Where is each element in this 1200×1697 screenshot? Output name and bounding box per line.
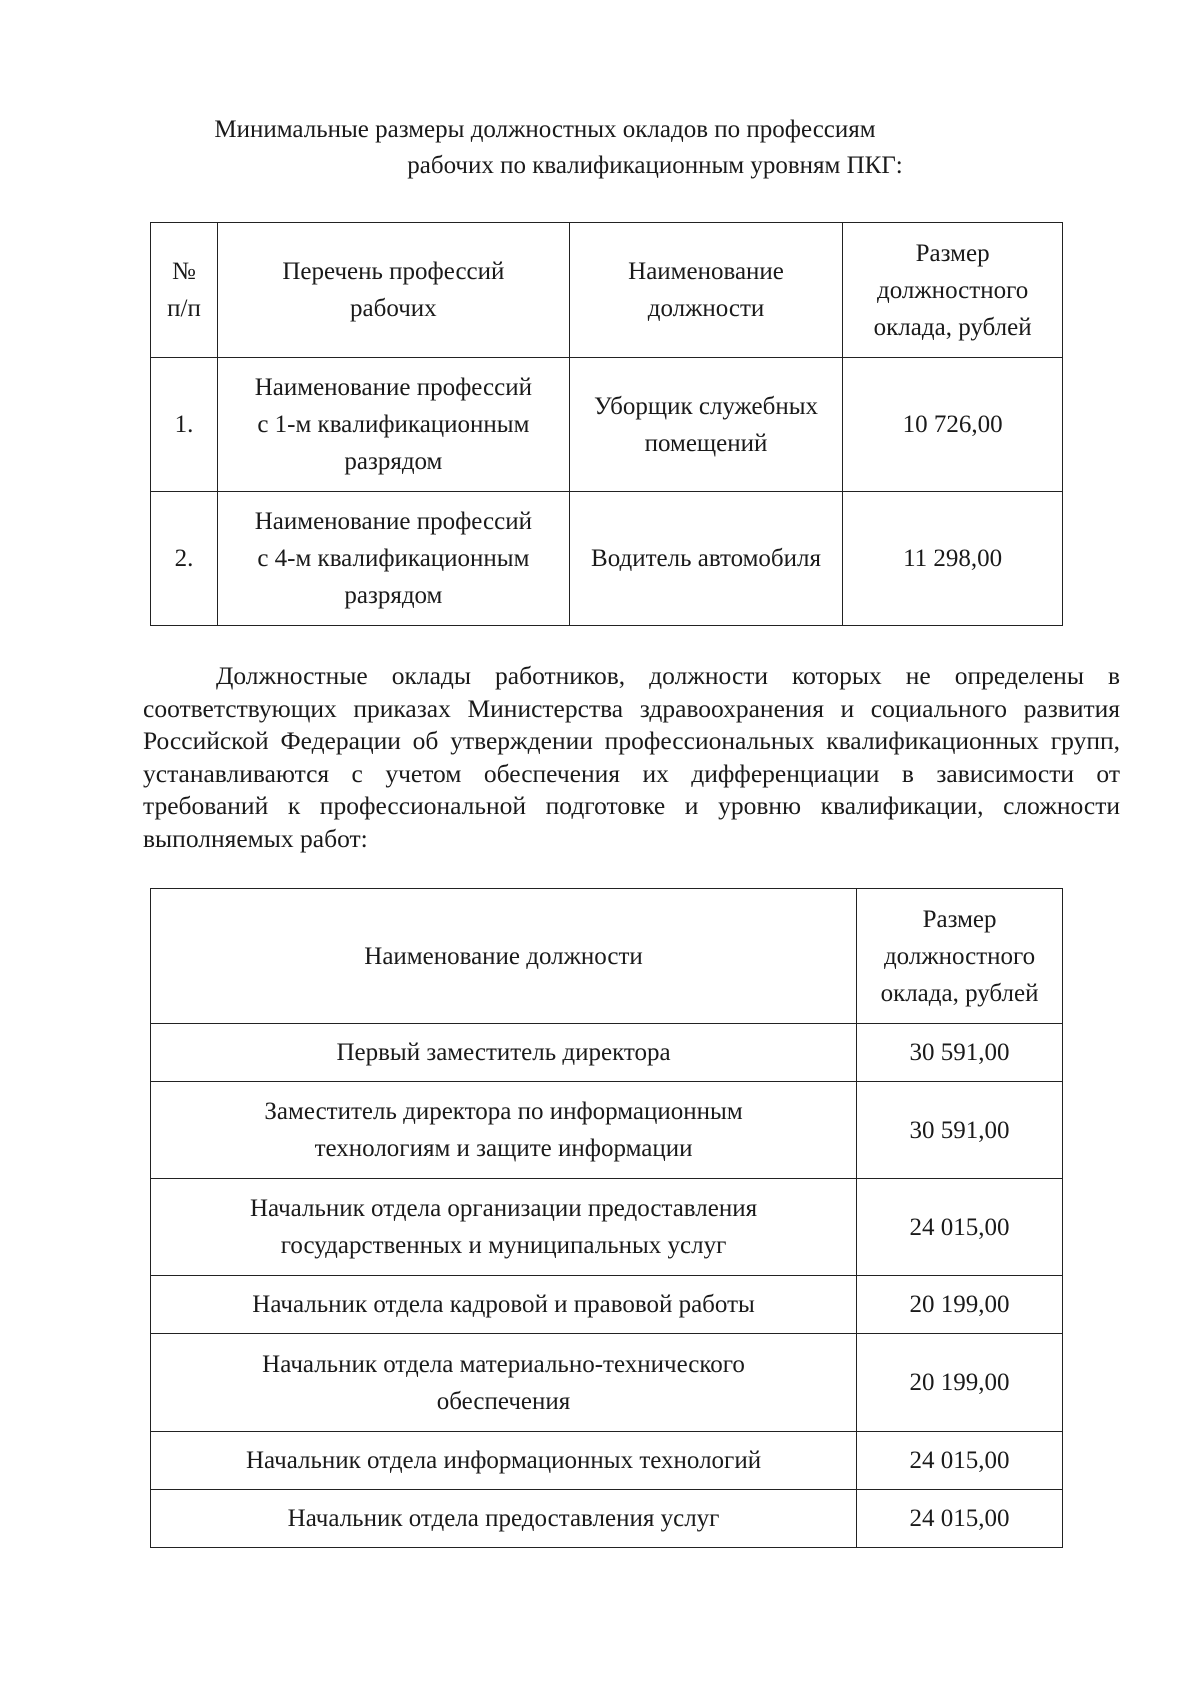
header-salary: Размер должностного оклада, рублей — [857, 889, 1063, 1024]
table-row — [151, 1024, 1063, 1082]
header-profession-list: Перечень профессий рабочих — [217, 223, 569, 358]
workers-salary-table — [150, 222, 1063, 626]
title-line-1: Минимальные размеры должностных окладов по профессиям — [214, 116, 876, 143]
row-position: Начальник отдела организации предоставления государственных и муниципальных услуг — [151, 1179, 857, 1276]
row-salary: 30 591,00 — [857, 1082, 1063, 1179]
row-salary: 20 199,00 — [857, 1334, 1063, 1432]
table-header-row — [151, 223, 1063, 358]
row-position: Водитель автомобиля — [569, 492, 843, 626]
row-position: Уборщик служебных помещений — [569, 358, 843, 492]
row-number: 1. — [151, 358, 218, 492]
row-salary: 11 298,00 — [843, 492, 1063, 626]
document-title — [150, 112, 1050, 184]
row-salary: 24 015,00 — [857, 1490, 1063, 1548]
title-line-2: рабочих по квалификационным уровням ПКГ: — [407, 152, 903, 179]
row-profession: Наименование профессий с 4-м квалификационным разрядом — [217, 492, 569, 626]
table-row — [151, 492, 1063, 626]
row-position: Заместитель директора по информационным технологиям и защите информации — [151, 1082, 857, 1179]
table-row — [151, 1432, 1063, 1490]
positions-salary-table — [150, 888, 1063, 1548]
table-row — [151, 358, 1063, 492]
table-row — [151, 1276, 1063, 1334]
header-number: № п/п — [151, 223, 218, 358]
row-salary: 30 591,00 — [857, 1024, 1063, 1082]
table-row — [151, 1082, 1063, 1179]
table-row — [151, 1179, 1063, 1276]
header-position-name: Наименование должности — [569, 223, 843, 358]
row-position: Начальник отдела материально-технического обеспечения — [151, 1334, 857, 1432]
row-profession: Наименование профессий с 1-м квалификационным разрядом — [217, 358, 569, 492]
row-position: Начальник отдела предоставления услуг — [151, 1490, 857, 1548]
table-row — [151, 1334, 1063, 1432]
table-row — [151, 1490, 1063, 1548]
row-position: Первый заместитель директора — [151, 1024, 857, 1082]
table-header-row — [151, 889, 1063, 1024]
row-position: Начальник отдела кадровой и правовой работы — [151, 1276, 857, 1334]
body-paragraph: Должностные оклады работников, должности которых не определены в соответствующих приказах Министерства здравоохранения и социального развития Российской Федерации об утверждении профессиональных квалификационных групп, устанавливаются с учетом обеспечения их дифференциации в зависимости от требований к профессиональной подготовке и уровню квалификации, сложности выполняемых работ: — [143, 661, 1120, 853]
row-salary: 24 015,00 — [857, 1432, 1063, 1490]
header-position-name: Наименование должности — [151, 889, 857, 1024]
row-salary: 24 015,00 — [857, 1179, 1063, 1276]
row-salary: 20 199,00 — [857, 1276, 1063, 1334]
header-salary: Размер должностного оклада, рублей — [843, 223, 1063, 358]
row-salary: 10 726,00 — [843, 358, 1063, 492]
row-position: Начальник отдела информационных технологий — [151, 1432, 857, 1490]
row-number: 2. — [151, 492, 218, 626]
